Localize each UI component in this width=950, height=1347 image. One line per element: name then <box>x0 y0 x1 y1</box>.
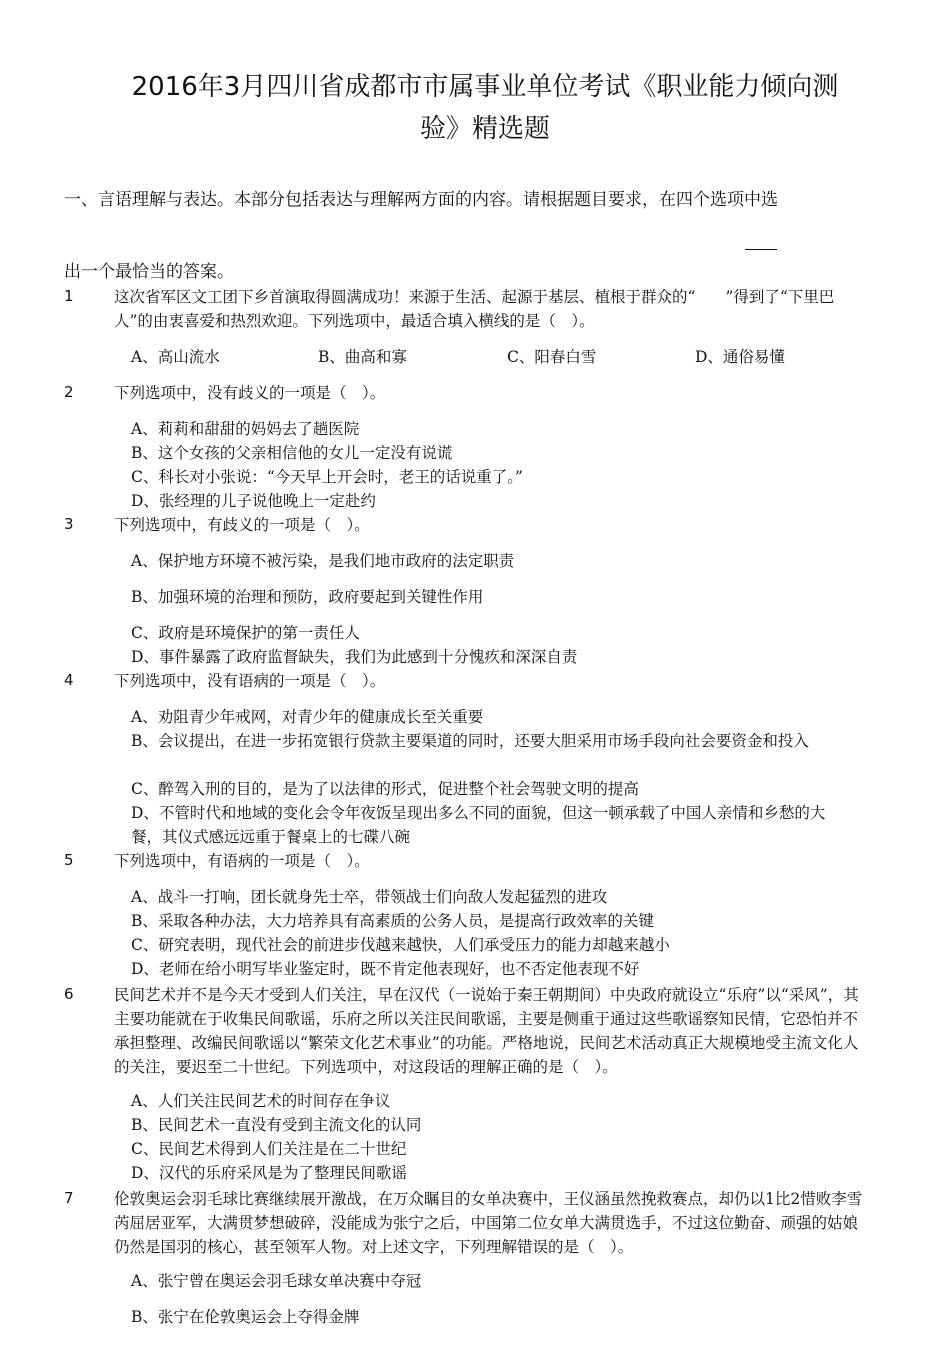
question-7-option-b: B、张宁在伦敦奥运会上夺得金牌 <box>131 1308 360 1326</box>
question-1-option-c: C、阳春白雪 <box>507 348 597 366</box>
question-6-option-d: D、汉代的乐府采风是为了整理民间歌谣 <box>131 1164 407 1182</box>
question-4-text: 下列选项中，没有语病的一项是（ ）。 <box>114 672 386 690</box>
question-4-option-d: D、不管时代和地域的变化会令年夜饭呈现出多么不同的面貌，但这一顿承载了中国人亲情和乡愁的大餐，其仪式感远远重于餐桌上的七碟八碗 <box>131 804 826 846</box>
question-3-number: 3 <box>64 515 74 533</box>
question-6-number: 6 <box>64 985 74 1003</box>
question-3-option-d: D、事件暴露了政府监督缺失，我们为此感到十分愧疚和深深自责 <box>131 648 578 666</box>
question-5-option-d: D、老师在给小明写毕业鉴定时，既不肯定他表现好，也不否定他表现不好 <box>131 960 640 978</box>
section-heading-continued: 出一个最恰当的答案。 <box>64 262 234 282</box>
question-6-option-c: C、民间艺术得到人们关注是在二十世纪 <box>131 1140 407 1158</box>
question-4-option-b: B、会议提出，在进一步拓宽银行贷款主要渠道的同时，还要大胆采用市场手段向社会要资金和投入 <box>131 732 809 750</box>
question-4-option-a: A、劝阻青少年戒网，对青少年的健康成长至关重要 <box>131 708 484 726</box>
question-1-text-part2: ”得到了“下里巴人”的由衷喜爱和热烈欢迎。下列选项中，最适合填入横线的是（ ）。 <box>114 288 835 330</box>
section-heading: 一、言语理解与表达。本部分包括表达与理解两方面的内容。请根据题目要求，在四个选项中选 <box>64 190 778 210</box>
question-6-text: 民间艺术并不是今天才受到人们关注，早在汉代（一说始于秦王朝期间）中央政府就设立“乐府”以“采风”，其主要功能就在于收集民间歌谣，乐府之所以关注民间歌谣，主要是侧重于通过这些歌谣察知民情，它恐怕并不承担整理、改编民间歌谣以“繁荣文化艺术事业”的功能。严格地说，民间艺术活动真正大规模地受主流文化人的关注，要迟至二十世纪。下列选项中，对这段话的理解正确的是（ ）。 <box>114 986 859 1076</box>
question-3-option-a: A、保护地方环境不被污染，是我们地市政府的法定职责 <box>131 552 515 570</box>
question-2-option-b: B、这个女孩的父亲相信他的女儿一定没有说谎 <box>131 444 453 462</box>
question-5-option-a: A、战斗一打响，团长就身先士卒，带领战士们向敌人发起猛烈的进攻 <box>131 888 608 906</box>
question-3-option-c: C、政府是环境保护的第一责任人 <box>131 624 360 642</box>
question-6-option-a: A、人们关注民间艺术的时间存在争议 <box>131 1092 391 1110</box>
question-3-text: 下列选项中，有歧义的一项是（ ）。 <box>114 516 370 534</box>
question-4-number: 4 <box>64 671 74 689</box>
question-1-option-b: B、曲高和寡 <box>318 348 407 366</box>
question-2-option-c: C、科长对小张说：“今天早上开会时，老王的话说重了。” <box>131 468 523 486</box>
question-2-option-a: A、莉莉和甜甜的妈妈去了趟医院 <box>131 420 360 438</box>
question-2-text: 下列选项中，没有歧义的一项是（ ）。 <box>114 384 386 402</box>
question-1-option-a: A、高山流水 <box>131 348 220 366</box>
stray-dash <box>745 249 777 250</box>
question-1-text <box>114 285 869 333</box>
question-1-text-part1: 这次省军区文工团下乡首演取得圆满成功！来源于生活、起源于基层、植根于群众的“ <box>114 288 696 306</box>
question-5-number: 5 <box>64 851 74 869</box>
question-7-text: 伦敦奥运会羽毛球比赛继续展开激战，在万众瞩目的女单决赛中，王仪涵虽然挽救赛点，却仍以1比2惜败李雪芮屈居亚军，大满贯梦想破碎，没能成为张宁之后，中国第二位女单大满贯选手，不过这位勤奋、顽强的姑娘仍然是国羽的核心，甚至领军人物。对上述文字，下列理解错误的是（ ）。 <box>114 1190 863 1256</box>
question-2-number: 2 <box>64 383 74 401</box>
question-5-option-b: B、采取各种办法，大力培养具有高素质的公务人员，是提高行政效率的关键 <box>131 912 654 930</box>
question-7-option-a: A、张宁曾在奥运会羽毛球女单决赛中夺冠 <box>131 1272 422 1290</box>
question-7-number: 7 <box>64 1189 74 1207</box>
question-1-option-d: D、通俗易懂 <box>695 348 785 366</box>
question-4-option-c: C、醉驾入刑的目的，是为了以法律的形式，促进整个社会驾驶文明的提高 <box>131 780 639 798</box>
question-5-text: 下列选项中，有语病的一项是（ ）。 <box>114 852 370 870</box>
question-6-option-b: B、民间艺术一直没有受到主流文化的认同 <box>131 1116 422 1134</box>
question-3-option-b: B、加强环境的治理和预防，政府要起到关键性作用 <box>131 588 484 606</box>
question-1-number: 1 <box>64 287 74 305</box>
page-title-line-2: 验》精选题 <box>419 114 550 144</box>
page-title-line-1: 2016年3月四川省成都市市属事业单位考试《职业能力倾向测 <box>131 72 839 102</box>
question-5-option-c: C、研究表明，现代社会的前进步伐越来越快，人们承受压力的能力却越来越小 <box>131 936 670 954</box>
question-2-option-d: D、张经理的儿子说他晚上一定赴约 <box>131 492 376 510</box>
